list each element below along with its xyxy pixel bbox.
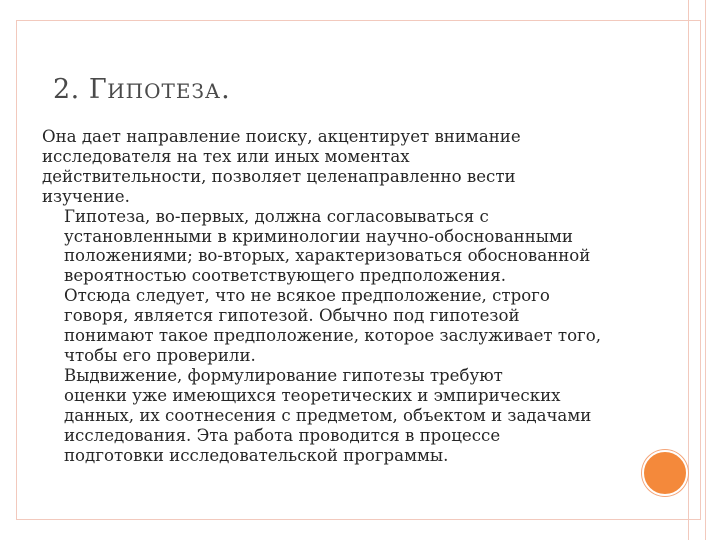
slide-body bbox=[42, 127, 642, 465]
text-line: Гипотеза, во-первых, должна согласовываться с bbox=[64, 206, 489, 226]
text-line: действительности, позволяет целенаправленно вести bbox=[42, 166, 516, 186]
title-number: 2. bbox=[53, 74, 89, 105]
paragraph bbox=[42, 366, 642, 466]
text-line: вероятностью соответствующего предположения. bbox=[64, 266, 506, 286]
text-line: Отсюда следует, что не всякое предположение, строго bbox=[64, 286, 550, 306]
text-line: исследования. Эта работа проводится в процессе bbox=[64, 425, 501, 445]
text-line: данных, их соотнесения с предметом, объектом и задачами bbox=[64, 405, 592, 425]
text-line: установленными в криминологии научно-обоснованными bbox=[64, 226, 573, 246]
text-line: чтобы его проверили. bbox=[64, 345, 256, 365]
text-line: положениями; во-вторых, характеризоваться обоснованной bbox=[64, 246, 591, 266]
text-line: изучение. bbox=[42, 186, 130, 206]
title-period: . bbox=[221, 74, 231, 105]
text-line: исследователя на тех или иных моментах bbox=[42, 146, 410, 166]
text-line: Выдвижение, формулирование гипотезы требуют bbox=[64, 365, 503, 385]
orange-circle-decoration bbox=[642, 450, 688, 496]
title-capital: Г bbox=[88, 74, 108, 105]
text-line: подготовки исследовательской программы. bbox=[64, 445, 449, 465]
paragraph bbox=[42, 207, 642, 287]
title-rest: ИПОТЕЗА bbox=[107, 79, 222, 103]
text-line: понимают такое предположение, которое заслуживает того, bbox=[64, 326, 602, 346]
decorative-stripe bbox=[688, 0, 706, 540]
paragraph bbox=[42, 286, 642, 366]
text-line: оценки уже имеющихся теоретических и эмпирических bbox=[64, 385, 561, 405]
text-line: Она дает направление поиску, акцентирует внимание bbox=[42, 127, 521, 146]
text-line: говоря, является гипотезой. Обычно под гипотезой bbox=[64, 306, 520, 326]
slide-title bbox=[53, 74, 230, 105]
paragraph bbox=[42, 127, 642, 207]
